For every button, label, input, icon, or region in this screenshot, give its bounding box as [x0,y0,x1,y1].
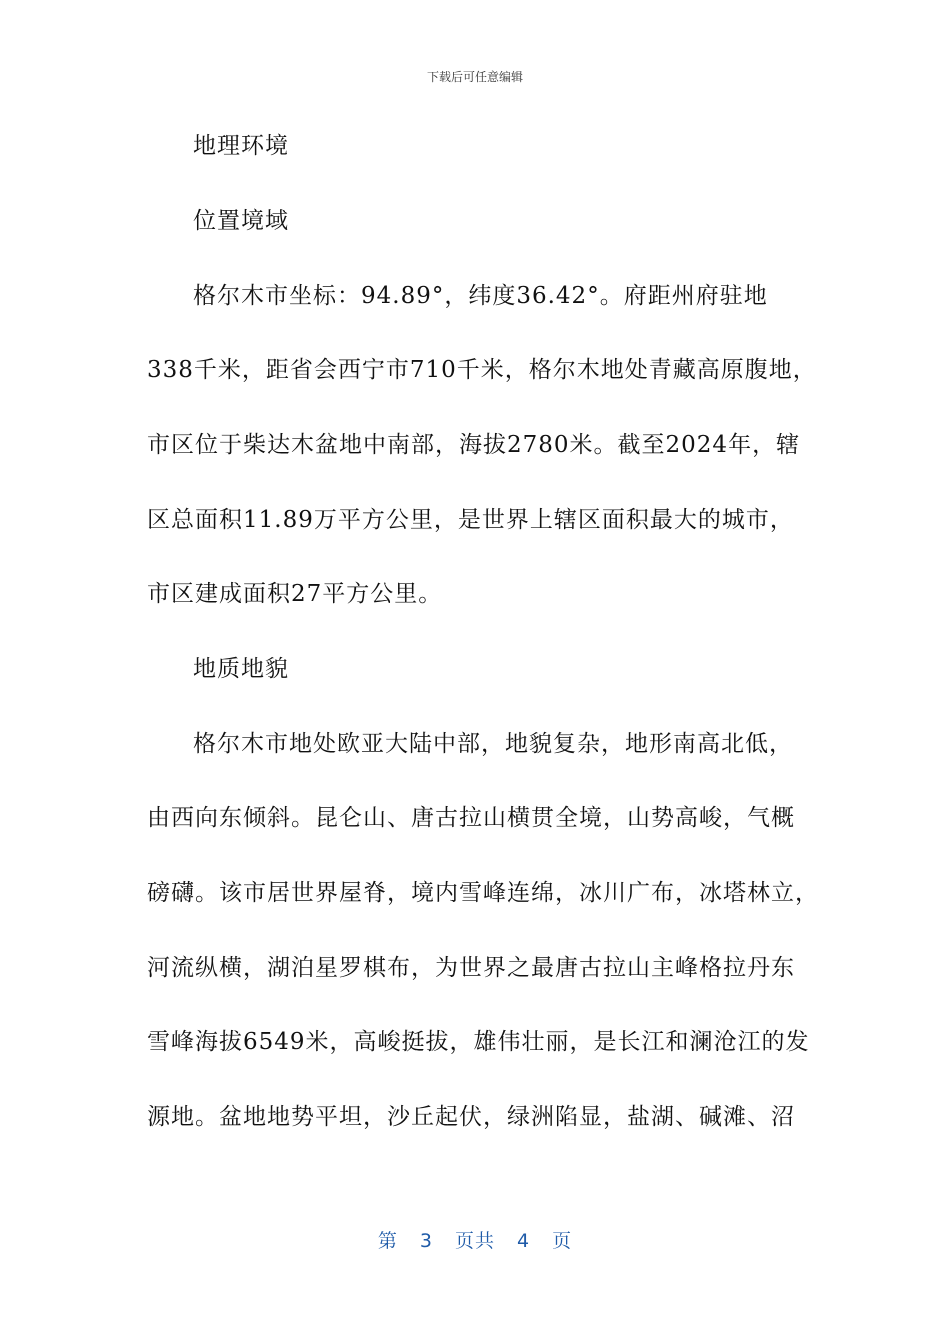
footer-page-prefix: 第 [377,1230,398,1252]
paragraph-line: 格尔木市地处欧亚大陆中部，地貌复杂，地形南高北低， [193,731,793,757]
paragraph-line: 磅礴。该市居世界屋脊，境内雪峰连绵，冰川广布，冰塔林立， [147,880,819,906]
page-footer [0,1226,950,1253]
paragraph-line: 河流纵横，湖泊星罗棋布，为世界之最唐古拉山主峰格拉丹东 [147,955,795,981]
subsection-heading-location: 位置境域 [193,208,289,234]
footer-page-number: 3 [419,1230,433,1252]
footer-page-total: 4 [517,1230,531,1252]
paragraph-line: 源地。盆地地势平坦，沙丘起伏，绿洲陷显，盐湖、碱滩、沼 [147,1104,795,1130]
paragraph-line: 市区建成面积27平方公里。 [147,581,443,607]
paragraph-line: 338千米，距省会西宁市710千米，格尔木地处青藏高原腹地， [147,357,817,383]
paragraph-line: 由西向东倾斜。昆仑山、唐古拉山横贯全境，山势高峻，气概 [147,805,795,831]
paragraph-line: 格尔木市坐标：94.89°，纬度36.42°。府距州府驻地 [193,283,768,309]
paragraph-line: 市区位于柴达木盆地中南部，海拔2780米。截至2024年，辖 [147,432,801,458]
paragraph-line: 区总面积11.89万平方公里，是世界上辖区面积最大的城市， [147,507,794,533]
footer-page-suffix: 页 [552,1230,573,1252]
section-heading-geography: 地理环境 [193,133,289,159]
footer-page-mid: 页共 [454,1230,495,1252]
subsection-heading-geology: 地质地貌 [193,656,289,682]
header-note: 下载后可任意编辑 [426,70,523,84]
paragraph-line: 雪峰海拔6549米，高峻挺拔，雄伟壮丽，是长江和澜沧江的发 [147,1029,810,1055]
